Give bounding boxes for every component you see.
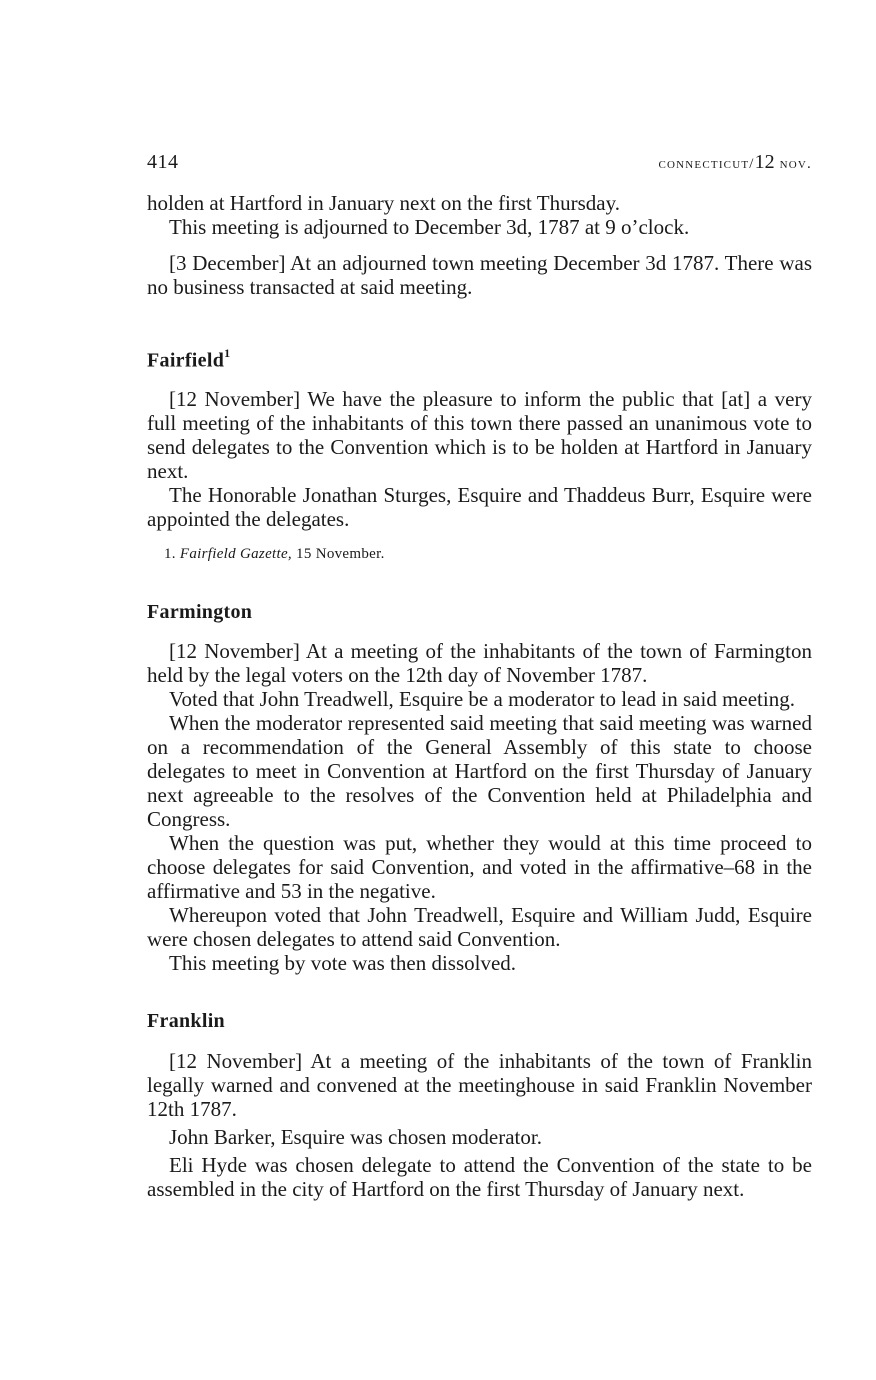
footnote-marker: 1: [224, 346, 231, 360]
paragraph: The Honorable Jonathan Sturges, Esquire and Thaddeus Burr, Esquire were appointed the delegates.: [147, 482, 812, 531]
paragraph: This meeting by vote was then dissolved.: [169, 950, 517, 975]
footnote-date: 15 November.: [296, 545, 385, 562]
footnote: [147, 544, 812, 564]
section-heading: Franklin: [147, 1009, 225, 1032]
page-number: 414: [147, 151, 179, 173]
footnote-number: 1.: [164, 545, 176, 562]
section-heading: Farmington: [147, 600, 253, 623]
paragraph: John Barker, Esquire was chosen moderator.: [169, 1124, 542, 1149]
paragraph: [12 November] At a meeting of the inhabitants of the town of Farmington held by the legal voters on the 12th day of November 1787.: [147, 638, 812, 687]
footnote-source: Fairfield Gazette,: [179, 545, 292, 562]
paragraph: [3 December] At an adjourned town meeting December 3d 1787. There was no business transacted at said meeting.: [147, 251, 812, 299]
paragraph: Eli Hyde was chosen delegate to attend the Convention of the state to be assembled in the city of Hartford on the first Thursday of January next.: [147, 1152, 812, 1201]
running-head-state: connecticut/: [658, 156, 755, 172]
paragraph: When the question was put, whether they would at this time proceed to choose delegates for said Convention, and voted in the affirmative–68 in the affirmative and 53 in the negative.: [147, 830, 812, 903]
paragraph: [12 November] We have the pleasure to inform the public that [at] a very full meeting of the inhabitants of this town there passed an unanimous vote to send delegates to the Convention which is to be holden at Hartford in January next.: [147, 386, 812, 483]
book-page: [147, 150, 812, 1201]
section-continued: [147, 191, 812, 299]
section-heading-text: Fairfield: [147, 349, 225, 372]
paragraph: [12 November] At a meeting of the inhabitants of the town of Franklin legally warned and convened at the meetinghouse in said Franklin November 12th 1787.: [147, 1048, 812, 1121]
paragraph: Whereupon voted that John Treadwell, Esquire and William Judd, Esquire were chosen delegates to attend said Convention.: [147, 902, 812, 951]
section-fairfield: [147, 343, 812, 564]
running-head-title: [658, 150, 812, 176]
paragraph: holden at Hartford in January next on the first Thursday.: [147, 191, 620, 215]
running-head: [147, 150, 812, 176]
section-heading: [147, 343, 812, 373]
paragraph: Voted that John Treadwell, Esquire be a moderator to lead in said meeting.: [169, 686, 795, 711]
section-farmington: [147, 600, 812, 975]
running-head-day: 12: [754, 151, 775, 173]
running-head-month: nov.: [779, 156, 812, 172]
paragraph: This meeting is adjourned to December 3d, 1787 at 9 o’clock.: [169, 215, 690, 239]
paragraph: When the moderator represented said meeting that said meeting was warned on a recommendation of the General Assembly of this state to choose delegates to meet in Convention at Hartford on the first Thursday of January next agreeable to the resolves of the Convention held at Philadelphia and Congress.: [147, 710, 812, 831]
section-franklin: [147, 1009, 812, 1201]
